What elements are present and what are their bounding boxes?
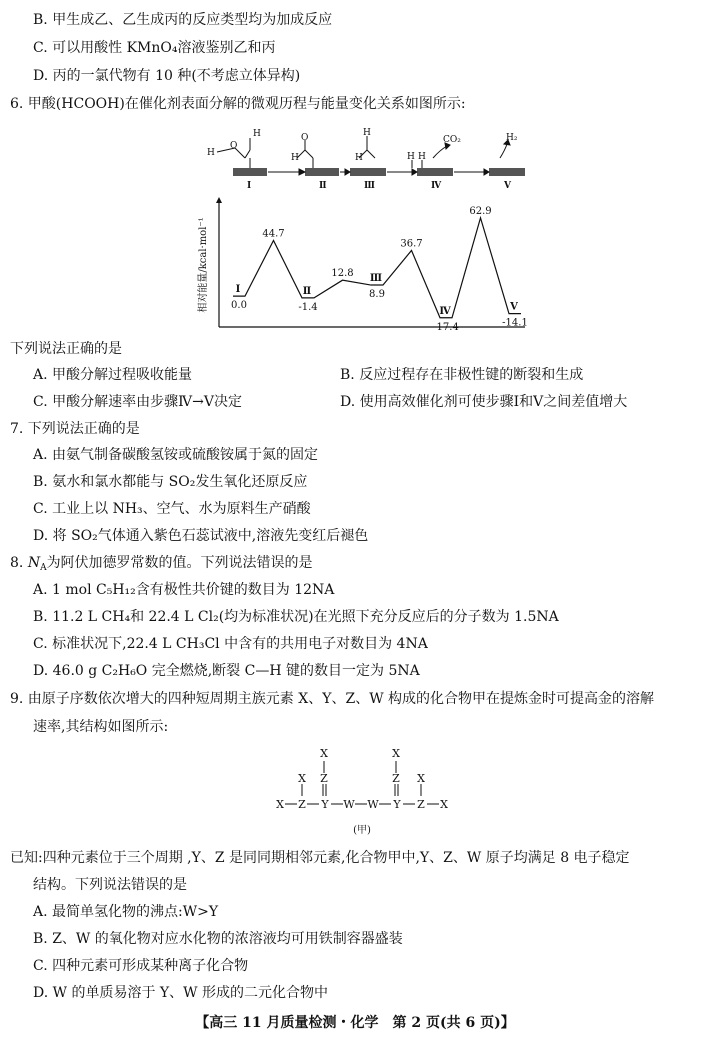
value-label: 0.0 [231, 300, 247, 312]
atom-y: Y [393, 798, 401, 811]
question-9-stem-line1: 9. 由原子序数依次增大的四种短周期主族元素 X、Y、Z、W 构成的化合物甲在提炼金时可提高金的溶解 [10, 691, 655, 707]
question-9-given-line2: 结构。下列说法错误的是 [33, 877, 187, 893]
h2-label: H₂ [506, 133, 518, 143]
question-7-stem: 7. 下列说法正确的是 [10, 421, 140, 437]
value-label: 44.7 [262, 228, 285, 240]
atom-h: H [253, 129, 261, 139]
stage-label: Ⅲ [369, 273, 383, 285]
question-6-prompt: 下列说法正确的是 [10, 341, 122, 357]
atom-w: W [343, 798, 355, 811]
question-9-given-line1: 已知:四种元素位于三个周期 ,Y、Z 是同同期相邻元素,化合物甲中,Y、Z、W 原子均满足 8 电子稳定 [10, 850, 630, 866]
question-9-stem-line2: 速率,其结构如图所示: [33, 719, 169, 735]
atom-x: X [320, 747, 328, 760]
q9-option-c: C. 四种元素可形成某种离子化合物 [33, 958, 249, 974]
question-8-stem-text: 为阿伏加德罗常数的值。下列说法错误的是 [46, 555, 313, 571]
catalyst-surface-2 [305, 168, 339, 176]
structure-diagram [275, 743, 465, 843]
atom-h: H [407, 152, 415, 162]
catalyst-surface-4 [417, 168, 453, 176]
q8-option-c: C. 标准状况下,22.4 L CH₃Cl 中含有的共用电子对数目为 4NA [33, 636, 428, 652]
q9-option-d: D. W 的单质易溶于 Y、W 形成的二元化合物中 [33, 985, 328, 1001]
catalyst-surface-5 [489, 168, 525, 176]
stage-label-3: Ⅲ [364, 181, 375, 191]
option-d: D. 丙的一氯代物有 10 种(不考虑立体异构) [33, 68, 301, 84]
value-label: 12.8 [331, 268, 354, 280]
energy-profile-chart [195, 195, 528, 335]
stage-label: Ⅳ [439, 305, 451, 317]
q7-option-d: D. 将 SO₂气体通入紫色石蕊试液中,溶液先变红后褪色 [33, 528, 369, 544]
value-label: -14.1 [502, 317, 528, 329]
structure-caption: (甲) [353, 825, 371, 836]
y-axis-label: 相对能量/kcal·mol⁻¹ [198, 217, 209, 313]
q7-option-b: B. 氨水和氯水都能与 SO₂发生氧化还原反应 [33, 474, 308, 490]
atom-z: Z [417, 798, 425, 811]
question-8-stem: 8. $N_A$为阿伏加德罗常数的值。下列说法错误的是 [10, 555, 313, 573]
q6-option-d: D. 使用高效催化剂可使步骤Ⅰ和Ⅴ之间差值增大 [340, 394, 628, 410]
option-c: C. 可以用酸性 KMnO₄溶液鉴别乙和丙 [33, 40, 276, 56]
atom-x: X [276, 798, 284, 811]
option-b: B. 甲生成乙、乙生成丙的反应类型均为加成反应 [33, 12, 333, 28]
value-label: 36.7 [400, 238, 423, 250]
value-label: -17.4 [433, 321, 459, 333]
question-6-stem: 6. 甲酸(HCOOH)在催化剂表面分解的微观历程与能量变化关系如图所示: [10, 96, 466, 112]
stage-label-2: Ⅱ [319, 181, 327, 191]
atom-h: H [363, 128, 371, 138]
atom-x: X [392, 747, 400, 760]
q9-option-a: A. 最简单氢化物的沸点:W>Y [33, 904, 219, 920]
value-label: 62.9 [469, 205, 492, 217]
atom-y: Y [321, 798, 329, 811]
stage-label: Ⅴ [510, 301, 518, 313]
catalyst-surface-1 [233, 168, 267, 176]
atom-h: H [207, 148, 215, 158]
q6-option-b: B. 反应过程存在非极性键的断裂和生成 [340, 367, 584, 383]
q8-option-d: D. 46.0 g C₂H₆O 完全燃烧,断裂 C—H 键的数目一定为 5NA [33, 663, 420, 679]
atom-h: H [355, 153, 363, 163]
q7-option-a: A. 由氨气制备碳酸氢铵或硫酸铵属于氮的固定 [33, 447, 319, 463]
page-footer: 【高三 11 月质量检测・化学 第 2 页(共 6 页)】 [195, 1015, 515, 1031]
atom-z: Z [320, 772, 328, 785]
stage-label: Ⅰ [235, 284, 241, 296]
stage-label: Ⅱ [302, 285, 312, 297]
catalyst-surface-3 [350, 168, 386, 176]
q8-option-a: A. 1 mol C₅H₁₂含有极性共价键的数目为 12NA [33, 582, 335, 598]
q7-option-c: C. 工业上以 NH₃、空气、水为原料生产硝酸 [33, 501, 311, 517]
value-label: 8.9 [369, 289, 385, 301]
y-axis-arrow [216, 197, 222, 203]
atom-x: X [298, 772, 306, 785]
stage-label-1: Ⅰ [247, 181, 252, 191]
q6-option-c: C. 甲酸分解速率由步骤Ⅳ→Ⅴ决定 [33, 394, 242, 410]
atom-h: H [418, 152, 426, 162]
co2-label: CO₂ [443, 135, 461, 145]
atom-z: Z [392, 772, 400, 785]
stage-label-5: Ⅴ [504, 181, 511, 191]
atom-o: O [230, 141, 238, 151]
q9-option-b: B. Z、W 的氧化物对应水化物的浓溶液均可用铁制容器盛装 [33, 931, 403, 947]
atom-w: W [367, 798, 379, 811]
micro-process-diagram [195, 128, 525, 190]
q6-option-a: A. 甲酸分解过程吸收能量 [33, 367, 193, 383]
atom-z: Z [298, 798, 306, 811]
atom-o: O [301, 133, 309, 143]
value-label: -1.4 [298, 301, 318, 313]
stage-label-4: Ⅳ [431, 181, 442, 191]
atom-x: X [417, 772, 425, 785]
q8-option-b: B. 11.2 L CH₄和 22.4 L Cl₂(均为标准状况)在光照下充分反应后的分子数为 1.5NA [33, 609, 559, 625]
atom-x: X [440, 798, 448, 811]
chart-marks [231, 206, 528, 333]
atom-h: H [291, 153, 299, 163]
